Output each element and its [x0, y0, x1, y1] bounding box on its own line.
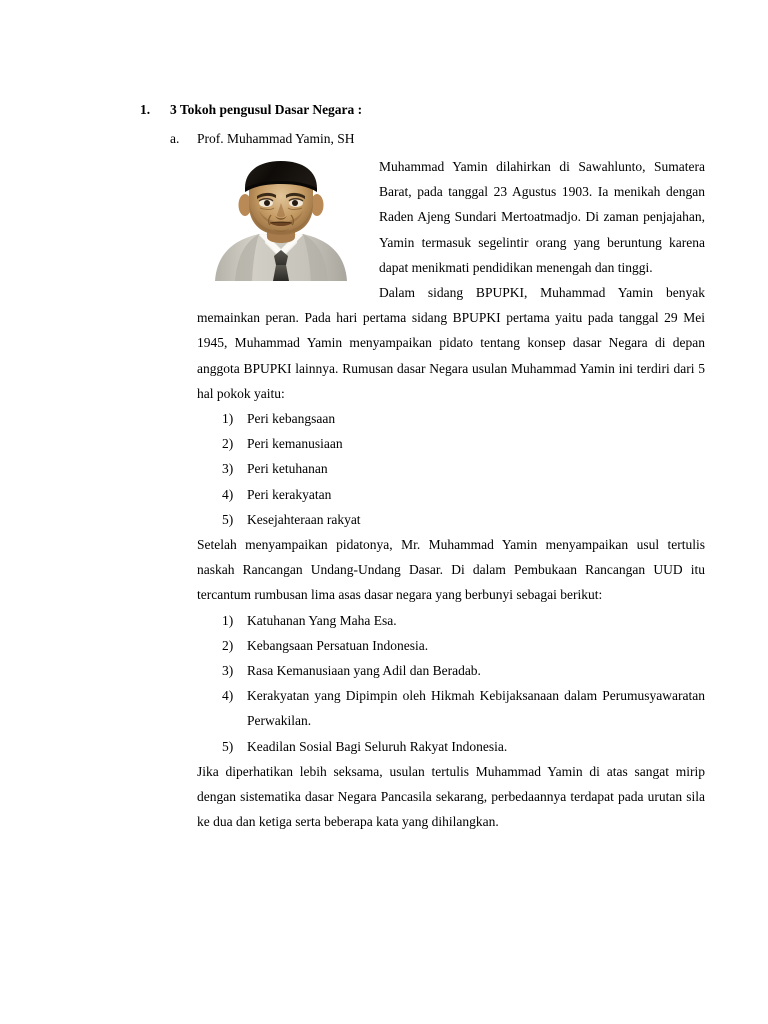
list-item — [197, 482, 705, 507]
list-item-number: 2) — [222, 637, 234, 653]
list-item-label: Rasa Kemanusiaan yang Adil dan Beradab. — [247, 663, 481, 679]
list-item-label: Peri kerakyatan — [247, 486, 332, 502]
list-item-label: Kerakyatan yang Dipimpin oleh Hikmah Kebijaksanaan dalam Perumusyawaratan Perwakilan. — [247, 688, 705, 729]
list-item — [197, 456, 705, 481]
list-item-number: 3) — [222, 461, 234, 477]
subheading-text: Prof. Muhammad Yamin, SH — [197, 131, 355, 146]
heading-marker: 1. — [140, 102, 151, 117]
list-item — [197, 406, 705, 431]
list-item — [197, 608, 705, 633]
list-item-number: 1) — [222, 411, 234, 427]
paragraph-biography: Muhammad Yamin dilahirkan di Sawahlunto, Sumatera Barat, pada tanggal 23 Agustus 1903. Ia menikah dengan Raden Ajeng Sundari Mertoatmadjo. Di zaman penjajahan, Yamin termasuk segelintir orang yang beruntung karena dapat menikmati pendidikan menengah dan tinggi. — [379, 159, 705, 275]
list-item — [197, 683, 705, 733]
portrait-illustration — [197, 155, 365, 281]
list-item-label: Peri ketuhanan — [247, 461, 328, 477]
heading-item-1 — [140, 101, 705, 119]
list-item-label: Peri kemanusiaan — [247, 436, 343, 452]
paragraph-bpupki: Dalam sidang BPUPKI, Muhammad Yamin benyak memainkan peran. Pada hari pertama sidang BPUPKI pertama yaitu pada tanggal 29 Mei 1945, Muhammad Yamin menyampaikan pidato tentang konsep dasar Negara di depan anggota BPUPKI lainnya. Rumusan dasar Negara usulan Muhammad Yamin ini terdiri dari 5 hal pokok yaitu: — [197, 285, 705, 401]
list-item — [197, 633, 705, 658]
list-item-number: 1) — [222, 612, 234, 628]
list-item-number: 5) — [222, 511, 234, 527]
subheading-item-a — [170, 130, 705, 148]
paragraph-written-proposal: Setelah menyampaikan pidatonya, Mr. Muhammad Yamin menyampaikan usul tertulis naskah Rancangan Undang-Undang Dasar. Di dalam Pembukaan Rancangan UUD itu tercantum rumbusan lima asas dasar negara yang berbunyi sebagai berikut: — [197, 537, 705, 603]
portrait-muhammad-yamin — [197, 155, 365, 281]
list-item — [197, 507, 705, 532]
heading-text: 3 Tokoh pengusul Dasar Negara : — [170, 102, 363, 117]
list-item — [197, 734, 705, 759]
list-item — [197, 658, 705, 683]
list-item-number: 2) — [222, 436, 234, 452]
body-column — [197, 154, 705, 834]
list-item-label: Kebangsaan Persatuan Indonesia. — [247, 637, 429, 653]
list-item-number: 5) — [222, 738, 234, 754]
list-item-label: Katuhanan Yang Maha Esa. — [247, 612, 397, 628]
list-five-principles-written — [197, 608, 705, 759]
paragraph-comparison: Jika diperhatikan lebih seksama, usulan tertulis Muhammad Yamin di atas sangat mirip dengan sistematika dasar Negara Pancasila sekarang, perbedaannya terdapat pada urutan sila ke dua dan ketiga serta beberapa kata yang dihilangkan. — [197, 763, 705, 830]
list-item-number: 4) — [222, 486, 234, 502]
subheading-marker: a. — [170, 131, 180, 146]
list-item-number: 3) — [222, 663, 234, 679]
list-item-label: Keadilan Sosial Bagi Seluruh Rakyat Indonesia. — [247, 738, 508, 754]
list-five-principles-speech — [197, 406, 705, 532]
list-item-label: Kesejahteraan rakyat — [247, 511, 361, 527]
list-item-label: Peri kebangsaan — [247, 411, 336, 427]
list-item-number: 4) — [222, 688, 234, 704]
list-item — [197, 431, 705, 456]
